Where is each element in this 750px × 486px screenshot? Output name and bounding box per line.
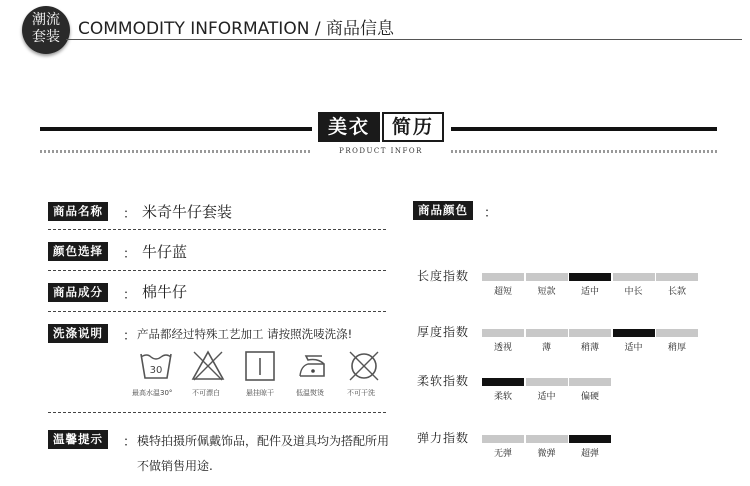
low-iron-icon [294,348,330,388]
hang-dry-icon [242,348,278,388]
index-option-label: 稍薄 [580,343,599,353]
banner-bar-left [40,127,312,131]
no-dry-clean-icon [346,348,382,388]
index-option-label: 稍厚 [667,343,686,353]
banner-dots-right [451,150,717,153]
product-name-label: 商品名称 [48,202,108,221]
banner-title-left: 美衣 [318,112,380,142]
colon: ： [123,329,137,344]
index-segment [526,329,568,337]
colon: ： [123,288,137,303]
index-segment [482,329,524,337]
badge-line2: 套装 [32,29,60,45]
index-option-label: 超短 [493,287,512,297]
colors-label: 商品颜色 [413,201,473,220]
colon: ： [123,207,137,222]
index-option-label: 柔软 [493,392,512,402]
banner-subtitle: PRODUCT INFOR [339,147,423,155]
product-name-value: 米奇牛仔套装 [142,203,233,221]
care-caption: 不可干洗 [347,389,375,397]
index-segment [656,273,698,281]
tips-line2: 不做销售用途. [137,459,213,473]
care-caption: 最高水温30° [132,389,173,397]
index-segment [569,378,611,386]
index-option-label: 透视 [493,343,512,353]
wash-instructions: 产品都经过特殊工艺加工 请按照洗唛洗涤! [137,327,353,341]
index-option-label: 无弹 [493,449,512,459]
index-label: 弹力指数 [417,431,470,445]
color-label: 颜色选择 [48,242,108,261]
tips-label: 温馨提示 [48,430,108,449]
index-segment [482,273,524,281]
index-label: 柔软指数 [417,374,470,388]
index-segment [526,378,568,386]
care-caption: 悬挂晾干 [246,389,274,397]
material-value: 棉牛仔 [142,283,188,301]
color-value: 牛仔蓝 [142,243,188,261]
index-segment [569,435,611,443]
wash-label: 洗涤说明 [48,324,108,343]
material-label: 商品成分 [48,283,108,302]
row-divider [48,270,386,271]
wash-30-icon [138,348,174,388]
tips-line1: 模特拍摄所佩戴饰品，配件及道具均为搭配所用 [137,434,390,448]
index-label: 长度指数 [417,269,470,283]
index-segment [656,329,698,337]
index-segment [613,329,655,337]
index-segment [569,329,611,337]
index-option-label: 适中 [537,392,556,402]
colon: ： [123,435,137,450]
index-segment [526,273,568,281]
index-segment [482,435,524,443]
row-divider [48,229,386,230]
banner-dots-left [40,150,312,153]
index-option-label: 超弹 [580,449,599,459]
index-segment [482,378,524,386]
care-caption: 低温熨烫 [296,389,324,397]
header-divider [66,39,742,40]
colon: ： [123,247,137,262]
colon: ： [484,206,498,221]
row-divider [48,311,386,312]
index-option-label: 中长 [624,287,643,297]
index-option-label: 微弹 [537,449,556,459]
wash-temp: 30 [149,365,163,376]
banner-title-right: 简历 [382,112,444,142]
index-option-label: 适中 [624,343,643,353]
index-option-label: 适中 [580,287,599,297]
brand-badge [22,6,70,54]
index-segment [613,273,655,281]
banner-bar-right [451,127,717,131]
care-icons [132,348,387,404]
care-caption: 不可漂白 [192,389,220,397]
index-option-label: 长款 [667,287,686,297]
index-segment [569,273,611,281]
page-title: COMMODITY INFORMATION / 商品信息 [78,19,394,39]
index-segment [526,435,568,443]
index-label: 厚度指数 [417,325,470,339]
index-option-label: 偏硬 [580,392,599,402]
no-bleach-icon [190,348,226,388]
row-divider [48,412,386,413]
badge-line1: 潮流 [32,12,60,28]
index-option-label: 短款 [537,287,556,297]
index-option-label: 薄 [541,343,551,353]
